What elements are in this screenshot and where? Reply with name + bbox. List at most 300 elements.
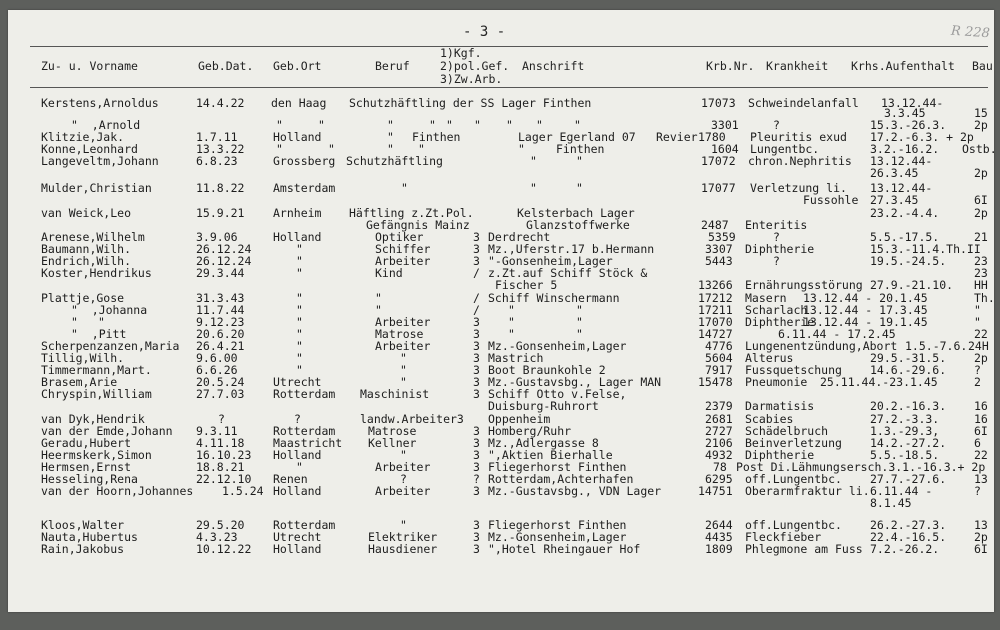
table-cell: Rotterdam bbox=[273, 424, 336, 438]
table-cell: 31.3.43 bbox=[196, 291, 245, 305]
table-cell: Nauta,Hubertus bbox=[41, 530, 138, 544]
table-cell: Arbeiter bbox=[375, 484, 431, 498]
table-cell: 17211 bbox=[698, 303, 733, 317]
table-cell: 15.3.-26.3. bbox=[870, 118, 947, 132]
table-cell: "-Gonsenheim,Lager bbox=[488, 254, 613, 268]
table-cell: Diphtherie bbox=[745, 448, 815, 462]
table-cell: Oppenheim bbox=[488, 412, 551, 426]
table-cell: Fischer 5 bbox=[495, 278, 558, 292]
table-cell: " bbox=[518, 142, 525, 156]
table-cell: 3 bbox=[473, 484, 480, 498]
table-cell: 5443 bbox=[705, 254, 733, 268]
table-cell: " bbox=[530, 154, 537, 168]
table-cell: " bbox=[574, 118, 581, 132]
table-cell: 4776 bbox=[705, 339, 733, 353]
table-cell: 3 bbox=[473, 230, 480, 244]
table-cell: " bbox=[296, 303, 303, 317]
table-cell: Kind bbox=[375, 266, 403, 280]
table-cell: 3 bbox=[473, 351, 480, 365]
table-cell: 22.4.-16.5. bbox=[870, 530, 947, 544]
table-cell: Chryspin,William bbox=[41, 387, 152, 401]
table-cell: " bbox=[974, 315, 981, 329]
table-cell: ? bbox=[294, 412, 301, 426]
table-cell: " bbox=[530, 181, 537, 195]
table-cell: " bbox=[387, 142, 394, 156]
table-cell: Diphtherie bbox=[745, 315, 815, 329]
table-cell: landw.Arbeiter3 bbox=[360, 412, 464, 426]
table-cell: Arenese,Wilhelm bbox=[41, 230, 145, 244]
table-cell: 18.8.21 bbox=[196, 460, 245, 474]
table-cell: Klitzie,Jak. bbox=[41, 130, 125, 144]
table-cell: Rotterdam bbox=[273, 518, 336, 532]
table-cell: Enteritis bbox=[745, 218, 808, 232]
table-cell: Holland bbox=[273, 542, 322, 556]
table-cell: Oberarmfraktur li. bbox=[745, 484, 870, 498]
table-cell: 26.12.24 bbox=[196, 254, 252, 268]
header-bottom-rule bbox=[30, 87, 988, 88]
table-cell: Lungentbc. bbox=[750, 142, 820, 156]
table-cell: 27.2.-3.3. bbox=[870, 412, 940, 426]
table-cell: " bbox=[446, 118, 453, 132]
table-cell: 26.2.-27.3. bbox=[870, 518, 947, 532]
table-cell: 2727 bbox=[705, 424, 733, 438]
table-cell: " bbox=[328, 142, 335, 156]
table-cell: Lungenentzündung,Abort bbox=[745, 339, 898, 353]
table-cell: Kelsterbach Lager bbox=[517, 206, 635, 220]
table-cell: 29.5.20 bbox=[196, 518, 245, 532]
table-cell: Amsterdam bbox=[273, 181, 336, 195]
table-cell: 27.7.-27.6. bbox=[870, 472, 947, 486]
table-cell: Tillig,Wilh. bbox=[41, 351, 125, 365]
table-cell: 13.12.44- bbox=[870, 181, 933, 195]
table-cell: 13.3.22 bbox=[196, 142, 245, 156]
table-cell: ",Aktien Bierhalle bbox=[488, 448, 613, 462]
table-cell: " bbox=[375, 291, 382, 305]
table-cell: Utrecht bbox=[273, 530, 322, 544]
table-cell: Scabies bbox=[745, 412, 794, 426]
table-cell: ? bbox=[773, 230, 780, 244]
table-cell: 16.10.23 bbox=[196, 448, 252, 462]
table-cell: 3 bbox=[473, 542, 480, 556]
table-cell: Schiff Otto v.Felse, bbox=[488, 387, 627, 401]
table-cell: 3 bbox=[473, 242, 480, 256]
table-cell: Elektriker bbox=[368, 530, 438, 544]
table-cell: 13.12.44- bbox=[870, 154, 933, 168]
table-cell: 10.12.22 bbox=[196, 542, 252, 556]
table-cell: 17212 bbox=[698, 291, 733, 305]
table-cell: 6I bbox=[974, 424, 988, 438]
table-cell: Pleuritis exud bbox=[750, 130, 847, 144]
table-cell: 14.6.-29.6. bbox=[870, 363, 947, 377]
table-cell: 2379 bbox=[705, 399, 733, 413]
table-cell: Fussohle bbox=[803, 193, 859, 207]
table-cell: Fussquetschung bbox=[745, 363, 842, 377]
table-cell: Post Di.Lähmungsersch.3.1.-16.3.+ 2p bbox=[736, 460, 986, 474]
table-cell: 14751 bbox=[698, 484, 733, 498]
table-cell: 3 bbox=[473, 530, 480, 544]
table-cell: Boot Braunkohle 2 bbox=[488, 363, 606, 377]
table-cell: " bbox=[296, 339, 303, 353]
column-header: 3)Zw.Arb. bbox=[440, 72, 503, 86]
table-cell: " bbox=[576, 154, 583, 168]
table-cell: Kloos,Walter bbox=[41, 518, 125, 532]
table-cell: 11.7.44 bbox=[196, 303, 245, 317]
table-cell: 15.9.21 bbox=[196, 206, 245, 220]
table-cell: 2p bbox=[974, 530, 988, 544]
table-cell: " bbox=[418, 142, 425, 156]
table-cell: Ostb. bbox=[962, 142, 997, 156]
table-cell: 1.7.11 bbox=[196, 130, 238, 144]
column-header: Bau bbox=[972, 59, 993, 73]
table-cell: Maastricht bbox=[273, 436, 343, 450]
table-cell: 2487 bbox=[701, 218, 729, 232]
archive-stamp: R 228 bbox=[950, 23, 991, 42]
table-cell: 17077 bbox=[701, 181, 736, 195]
table-cell: Timmermann,Mart. bbox=[41, 363, 152, 377]
table-cell: Scharlach bbox=[745, 303, 808, 317]
table-cell: 27.7.03 bbox=[196, 387, 245, 401]
table-cell: Baumann,Wilh. bbox=[41, 242, 132, 256]
table-cell: Konne,Leonhard bbox=[41, 142, 138, 156]
table-cell: Fliegerhorst Finthen bbox=[488, 460, 627, 474]
table-cell: 6I bbox=[974, 193, 988, 207]
table-cell: Schiff Winschermann bbox=[488, 291, 620, 305]
table-cell: 7917 bbox=[705, 363, 733, 377]
column-header: Zu- u. Vorname bbox=[41, 59, 138, 73]
table-cell: Schädelbruch bbox=[745, 424, 829, 438]
table-cell: 6I bbox=[974, 542, 988, 556]
table-cell: " bbox=[508, 315, 515, 329]
table-cell: 6.11.44 - bbox=[870, 484, 933, 498]
table-cell: Arbeiter bbox=[375, 315, 431, 329]
table-cell: " bbox=[974, 303, 981, 317]
table-cell: ? bbox=[974, 363, 981, 377]
table-cell: 15478 bbox=[698, 375, 733, 389]
table-cell: 13266 bbox=[698, 278, 733, 292]
column-header: Geb.Ort bbox=[273, 59, 322, 73]
table-cell: Darmatisis bbox=[745, 399, 815, 413]
table-cell: ? bbox=[974, 484, 981, 498]
table-cell: Rotterdam,Achterhafen bbox=[488, 472, 634, 486]
table-cell: " bbox=[576, 303, 583, 317]
table-cell: 4.11.18 bbox=[196, 436, 245, 450]
table-cell: Scherpenzanzen,Maria bbox=[41, 339, 180, 353]
table-cell: off.Lungentbc. bbox=[745, 518, 842, 532]
table-cell: z.Zt.auf Schiff Stöck & bbox=[488, 266, 648, 280]
table-cell: 3 bbox=[473, 254, 480, 268]
table-cell: ? bbox=[773, 254, 780, 268]
table-cell: Fliegerhorst Finthen bbox=[488, 518, 627, 532]
table-cell: 20.2.-16.3. bbox=[870, 399, 947, 413]
table-cell: Schiffer bbox=[375, 242, 431, 256]
table-cell: Hermsen,Ernst bbox=[41, 460, 132, 474]
table-cell: 27.3.45 bbox=[870, 193, 919, 207]
column-header: Beruf bbox=[375, 59, 410, 73]
table-cell: Grossberg bbox=[273, 154, 336, 168]
table-cell: 2p bbox=[974, 118, 988, 132]
table-cell: Koster,Hendrikus bbox=[41, 266, 152, 280]
table-cell: 4435 bbox=[705, 530, 733, 544]
table-cell: " bbox=[576, 181, 583, 195]
table-cell: " ,Pitt bbox=[71, 327, 127, 341]
table-cell: 21 bbox=[974, 230, 988, 244]
table-cell: 3 bbox=[473, 315, 480, 329]
table-cell: 1.3.-29.3, bbox=[870, 424, 940, 438]
table-cell: 13.12.44- bbox=[881, 96, 944, 110]
table-cell: van der Emde,Johann bbox=[41, 424, 173, 438]
table-cell: van Weick,Leo bbox=[41, 206, 132, 220]
table-cell: Matrose bbox=[368, 424, 417, 438]
table-cell: 15.3.-11.4.Th.II bbox=[870, 242, 981, 256]
table-cell: 3307 bbox=[705, 242, 733, 256]
table-cell: 3 bbox=[473, 363, 480, 377]
table-cell: 29.3.44 bbox=[196, 266, 245, 280]
table-cell: 17073 bbox=[701, 96, 736, 110]
table-cell: " bbox=[400, 375, 407, 389]
table-cell: " bbox=[296, 460, 303, 474]
table-cell: 2681 bbox=[705, 412, 733, 426]
table-cell: Holland bbox=[273, 448, 322, 462]
table-cell: " bbox=[296, 327, 303, 341]
table-cell: 7.2.-26.2. bbox=[870, 542, 940, 556]
table-cell: 27.9.-21.10. bbox=[870, 278, 954, 292]
table-cell: / bbox=[473, 291, 480, 305]
table-cell: Heermskerk,Simon bbox=[41, 448, 152, 462]
table-cell: 24H bbox=[968, 339, 989, 353]
table-cell: 13 bbox=[974, 472, 988, 486]
table-cell: 5.5.-18.5. bbox=[870, 448, 940, 462]
table-cell: 1604 bbox=[711, 142, 739, 156]
table-cell: Arbeiter bbox=[375, 460, 431, 474]
table-cell: 3 bbox=[473, 327, 480, 341]
table-cell: " bbox=[296, 351, 303, 365]
table-cell: Diphtherie bbox=[745, 242, 815, 256]
header-top-rule bbox=[30, 46, 988, 47]
table-cell: 23.2.-4.4. bbox=[870, 206, 940, 220]
table-cell: 6295 bbox=[705, 472, 733, 486]
table-cell: 17070 bbox=[698, 315, 733, 329]
table-cell: " bbox=[400, 351, 407, 365]
table-cell: Mz.-Gustavsbg., VDN Lager bbox=[488, 484, 662, 498]
table-cell: 4.3.23 bbox=[196, 530, 238, 544]
table-cell: Mz.,Uferstr.17 b.Hermann bbox=[488, 242, 655, 256]
table-cell: 26.4.21 bbox=[196, 339, 245, 353]
table-cell: 16 bbox=[974, 412, 988, 426]
table-cell: " bbox=[276, 118, 283, 132]
table-cell: Rain,Jakobus bbox=[41, 542, 125, 556]
table-cell: 2p bbox=[974, 206, 988, 220]
table-cell: 8.1.45 bbox=[870, 496, 912, 510]
table-cell: Th. bbox=[974, 291, 995, 305]
table-cell: Alterus bbox=[745, 351, 794, 365]
table-cell: 5604 bbox=[705, 351, 733, 365]
table-cell: Mz.-Gonsenheim,Lager bbox=[488, 339, 627, 353]
table-cell: Mastrich bbox=[488, 351, 544, 365]
table-cell: Hesseling,Rena bbox=[41, 472, 138, 486]
table-cell: 14727 bbox=[698, 327, 733, 341]
table-cell: 3 bbox=[473, 375, 480, 389]
table-cell: " bbox=[296, 363, 303, 377]
table-cell: 22 bbox=[974, 327, 988, 341]
table-cell: ",Hotel Rheingauer Hof bbox=[488, 542, 641, 556]
table-cell: van der Hoorn,Johannes bbox=[41, 484, 194, 498]
table-cell: 20.6.20 bbox=[196, 327, 245, 341]
table-cell: Lager Egerland 07 bbox=[518, 130, 636, 144]
table-cell: 2p bbox=[974, 166, 988, 180]
table-cell: / bbox=[473, 303, 480, 317]
table-cell: 4932 bbox=[705, 448, 733, 462]
table-cell: 3 bbox=[473, 448, 480, 462]
table-cell: Arbeiter bbox=[375, 339, 431, 353]
table-cell: " bbox=[318, 118, 325, 132]
table-cell: " bbox=[536, 118, 543, 132]
table-cell: " bbox=[387, 118, 394, 132]
table-cell: Häftling z.Zt.Pol. bbox=[349, 206, 474, 220]
table-cell: 1.5.24 bbox=[222, 484, 264, 498]
table-cell: Mz.-Gustavsbg., Lager MAN bbox=[488, 375, 662, 389]
table-cell: 3 bbox=[473, 424, 480, 438]
table-cell: " bbox=[98, 315, 105, 329]
column-header: Krankheit bbox=[766, 59, 829, 73]
table-cell: 2106 bbox=[705, 436, 733, 450]
table-cell: " bbox=[296, 266, 303, 280]
table-cell: 14.2.-27.2. bbox=[870, 436, 947, 450]
table-cell: den Haag bbox=[271, 96, 327, 110]
table-cell: 78 bbox=[713, 460, 727, 474]
table-cell: " bbox=[506, 118, 513, 132]
table-cell: HH bbox=[974, 278, 988, 292]
table-cell: 1.5.-7.6. bbox=[905, 339, 968, 353]
page-number: - 3 - bbox=[463, 24, 506, 40]
table-cell: " bbox=[576, 315, 583, 329]
table-cell: " bbox=[400, 448, 407, 462]
table-cell: " bbox=[400, 518, 407, 532]
table-cell: 17.2.-6.3. + 2p bbox=[870, 130, 974, 144]
table-cell: Geradu,Hubert bbox=[41, 436, 132, 450]
table-cell: 9.6.00 bbox=[196, 351, 238, 365]
table-cell: " bbox=[375, 303, 382, 317]
table-cell: Langeveltm,Johann bbox=[41, 154, 159, 168]
table-cell: 3 bbox=[473, 387, 480, 401]
table-cell: 5359 bbox=[708, 230, 736, 244]
table-cell: 22 bbox=[974, 448, 988, 462]
table-cell: Mz.,Adlergasse 8 bbox=[488, 436, 599, 450]
table-cell: " ,Johanna bbox=[71, 303, 148, 317]
table-cell: Fleckfieber bbox=[745, 530, 822, 544]
table-cell: Renen bbox=[273, 472, 308, 486]
table-cell: Holland bbox=[273, 130, 322, 144]
column-header: 2)pol.Gef. bbox=[440, 59, 510, 73]
table-cell: Hausdiener bbox=[368, 542, 438, 556]
table-cell: ? bbox=[400, 472, 407, 486]
table-cell: " bbox=[296, 242, 303, 256]
table-cell: " bbox=[576, 327, 583, 341]
table-cell: " bbox=[400, 363, 407, 377]
table-cell: Pneumonie bbox=[745, 375, 808, 389]
table-cell: Optiker bbox=[375, 230, 424, 244]
table-cell: 11.8.22 bbox=[196, 181, 245, 195]
table-cell: 13.12.44 - 19.1.45 bbox=[803, 315, 928, 329]
table-cell: 13.12.44 - 20.1.45 bbox=[803, 291, 928, 305]
table-cell: 20.5.24 bbox=[196, 375, 245, 389]
table-cell: " ,Arnold bbox=[71, 118, 141, 132]
table-cell: " bbox=[387, 130, 394, 144]
table-cell: 3301 bbox=[711, 118, 739, 132]
table-cell: " bbox=[296, 291, 303, 305]
table-cell: 16 bbox=[974, 399, 988, 413]
table-cell: Masern bbox=[745, 291, 787, 305]
table-cell: Holland bbox=[273, 230, 322, 244]
table-cell: Gefängnis Mainz bbox=[366, 218, 470, 232]
table-cell: Finthen bbox=[556, 142, 605, 156]
table-cell: " bbox=[474, 118, 481, 132]
table-cell: 1809 bbox=[705, 542, 733, 556]
table-cell: Utrecht bbox=[273, 375, 322, 389]
table-cell: 29.5.-31.5. bbox=[870, 351, 947, 365]
table-cell: 3 bbox=[473, 460, 480, 474]
table-cell: 22.12.10 bbox=[196, 472, 252, 486]
table-cell: 3.2.-16.2. bbox=[870, 142, 940, 156]
table-cell: Phlegmone am Fuss bbox=[745, 542, 863, 556]
table-cell: 19.5.-24.5. bbox=[870, 254, 947, 268]
table-cell: 3 bbox=[473, 518, 480, 532]
column-header: Geb.Dat. bbox=[198, 59, 254, 73]
table-cell: ? bbox=[773, 118, 780, 132]
table-cell: Ernährungsstörung bbox=[745, 278, 863, 292]
table-cell: 13 bbox=[974, 518, 988, 532]
table-cell: Plattje,Gose bbox=[41, 291, 125, 305]
table-cell: Verletzung li. bbox=[750, 181, 847, 195]
table-cell: Holland bbox=[273, 484, 322, 498]
table-cell: 13.12.44 - 17.3.45 bbox=[803, 303, 928, 317]
table-cell: van Dyk,Hendrik bbox=[41, 412, 145, 426]
table-cell: Maschinist bbox=[360, 387, 430, 401]
table-cell: 23 bbox=[974, 254, 988, 268]
table-cell: Mulder,Christian bbox=[41, 181, 152, 195]
table-cell: " bbox=[429, 118, 436, 132]
table-cell: ? bbox=[218, 412, 225, 426]
document-page bbox=[8, 10, 997, 612]
table-cell: " bbox=[71, 315, 78, 329]
table-cell: Derdrecht bbox=[488, 230, 551, 244]
table-cell: 3 bbox=[473, 339, 480, 353]
table-cell: 6.11.44 - 17.2.45 bbox=[778, 327, 896, 341]
table-cell: Finthen bbox=[412, 130, 461, 144]
table-cell: Schutzhäftling der SS Lager Finthen bbox=[349, 96, 592, 110]
table-cell: 6.6.26 bbox=[196, 363, 238, 377]
column-header: 1)Kgf. bbox=[440, 46, 482, 60]
table-cell: ? bbox=[473, 472, 480, 486]
table-cell: Arbeiter bbox=[375, 254, 431, 268]
table-cell: Duisburg-Ruhrort bbox=[488, 399, 599, 413]
table-cell: 25.11.44.-23.1.45 bbox=[820, 375, 938, 389]
table-cell: Beinverletzung bbox=[745, 436, 842, 450]
table-cell: 14.4.22 bbox=[196, 96, 245, 110]
table-cell: / bbox=[473, 266, 480, 280]
table-cell: off.Lungentbc. bbox=[745, 472, 842, 486]
table-cell: 2 bbox=[974, 375, 981, 389]
table-cell: Glanzstoffwerke bbox=[526, 218, 630, 232]
table-cell: Brasem,Arie bbox=[41, 375, 118, 389]
table-cell: " bbox=[508, 327, 515, 341]
table-cell: 15 bbox=[974, 106, 988, 120]
table-cell: 9.3.11 bbox=[196, 424, 238, 438]
table-cell: Kellner bbox=[368, 436, 417, 450]
table-cell: 6 bbox=[974, 436, 981, 450]
table-cell: Kerstens,Arnoldus bbox=[41, 96, 159, 110]
table-cell: 2644 bbox=[705, 518, 733, 532]
table-cell: 26.12.24 bbox=[196, 242, 252, 256]
